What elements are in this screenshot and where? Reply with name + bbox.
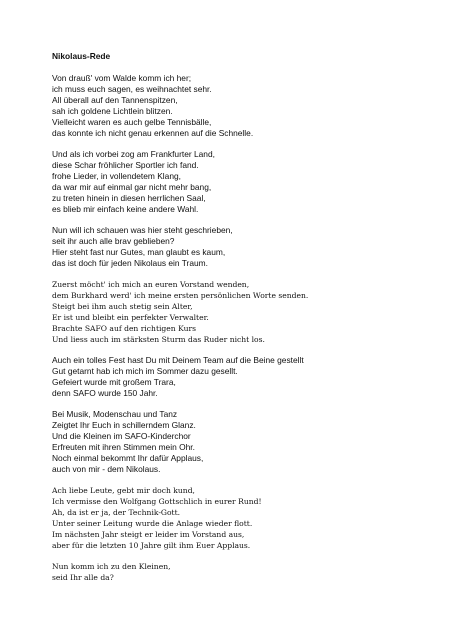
verse-line: Noch einmal bekommt Ihr dafür Applaus, <box>52 453 204 463</box>
verse-line: sah ich goldene Lichtlein blitzen. <box>52 106 173 116</box>
stanza <box>52 225 432 269</box>
verse-line: Ich vermisse den Wolfgang Gottschlich in eurer Rund! <box>52 497 262 506</box>
verse-line: auch von mir - dem Nikolaus. <box>52 464 161 474</box>
verse-line: seit ihr auch alle brav geblieben? <box>52 236 175 246</box>
verse-line: das konnte ich nicht genau erkennen auf die Schnelle. <box>52 128 254 138</box>
verse-line: Von drauß' vom Walde komm ich her; <box>52 73 192 83</box>
verse-line: Ah, da ist er ja, der Technik-Gott. <box>52 508 181 517</box>
verse-line: Nun komm ich zu den Kleinen, <box>52 562 171 571</box>
verse-line: Er ist und bleibt ein perfekter Verwalter. <box>52 313 209 322</box>
verse-line: Zuerst möcht' ich mich an euren Vorstand wenden, <box>52 280 250 289</box>
verse-line: frohe Lieder, in vollendetem Klang, <box>52 171 181 181</box>
verse-line: Erfreuten mit ihren Stimmen mein Ohr. <box>52 442 195 452</box>
verse-line: es blieb mir einfach keine andere Wahl. <box>52 204 199 214</box>
verse-line: zu treten hinein in diesen herrlichen Saal, <box>52 193 206 203</box>
verse-line: Gefeiert wurde mit großem Trara, <box>52 377 176 387</box>
stanza <box>52 355 432 399</box>
stanza <box>52 149 432 215</box>
verse-line: All überall auf den Tannenspitzen, <box>52 95 178 105</box>
verse-line: Vielleicht waren es auch gelbe Tennisbälle, <box>52 117 212 127</box>
verse-line: Bei Musik, Modenschau und Tanz <box>52 409 178 419</box>
verse-line: Im nächsten Jahr steigt er leider im Vorstand aus, <box>52 530 245 539</box>
verse-line: da war mir auf einmal gar nicht mehr bang, <box>52 182 212 192</box>
verse-line: Und als ich vorbei zog am Frankfurter Land, <box>52 149 215 159</box>
verse-line: ich muss euch sagen, es weihnachtet sehr. <box>52 84 212 94</box>
stanza <box>52 73 432 139</box>
stanza-list <box>52 73 432 583</box>
verse-line: Gut getarnt hab ich mich im Sommer dazu gesellt. <box>52 366 238 376</box>
stanza <box>52 279 432 345</box>
verse-line: Auch ein tolles Fest hast Du mit Deinem Team auf die Beine gestellt <box>52 355 304 365</box>
verse-line: Steigt bei ihm auch stetig sein Alter, <box>52 302 193 311</box>
verse-line: denn SAFO wurde 150 Jahr. <box>52 388 158 398</box>
document-title: Nikolaus-Rede <box>52 51 111 61</box>
verse-line: Brachte SAFO auf den richtigen Kurs <box>52 324 197 333</box>
verse-line: dem Burkhard werd' ich meine ersten persönlichen Worte senden. <box>52 291 309 300</box>
verse-line: Ach liebe Leute, gebt mir doch kund, <box>52 486 195 495</box>
verse-line: Hier steht fast nur Gutes, man glaubt es kaum, <box>52 247 226 257</box>
verse-line: Und liess auch im stärksten Sturm das Ruder nicht los. <box>52 335 265 344</box>
document-body <box>52 51 432 593</box>
verse-line: diese Schar fröhlicher Sportler ich fand. <box>52 160 199 170</box>
verse-line: aber für die letzten 10 Jahre gilt ihm Euer Applaus. <box>52 541 251 550</box>
stanza <box>52 561 432 583</box>
stanza <box>52 485 432 551</box>
verse-line: Nun will ich schauen was hier steht geschrieben, <box>52 225 233 235</box>
stanza <box>52 409 432 475</box>
verse-line: Zeigtet Ihr Euch in schillerndem Glanz. <box>52 420 196 430</box>
verse-line: Und die Kleinen im SAFO-Kinderchor <box>52 431 191 441</box>
verse-line: Unter seiner Leitung wurde die Anlage wieder flott. <box>52 519 253 528</box>
verse-line: das ist doch für jeden Nikolaus ein Traum. <box>52 258 208 268</box>
verse-line: seid Ihr alle da? <box>52 573 114 582</box>
